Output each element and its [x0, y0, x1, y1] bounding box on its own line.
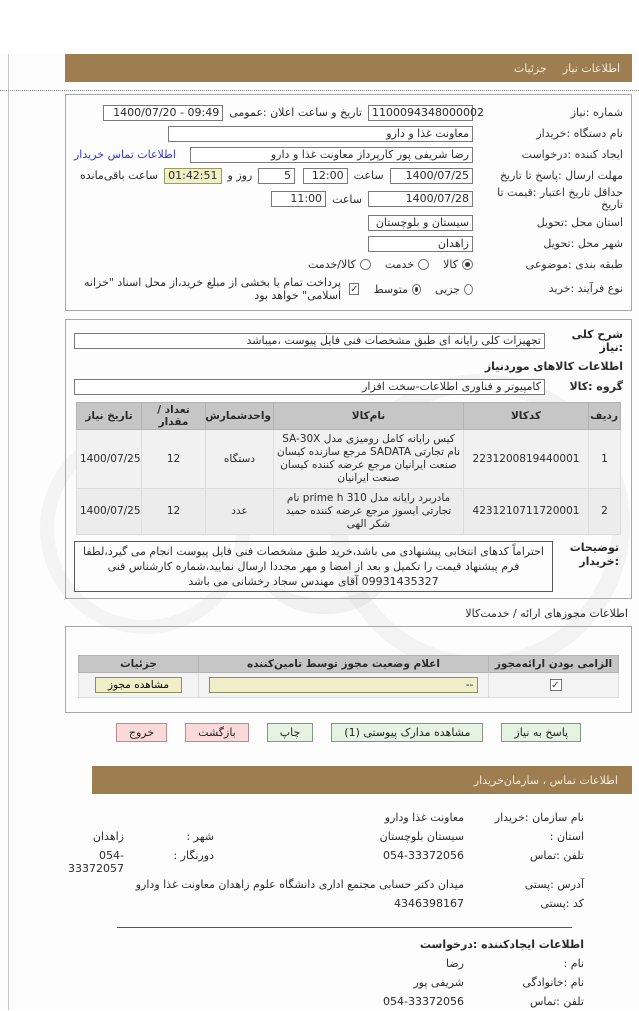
- province-value: سیستان بلوچستان: [379, 830, 464, 843]
- deadline-date-field[interactable]: 1400/07/25: [390, 168, 473, 184]
- buyer-contact-section: [65, 794, 632, 913]
- goods-section-title: اطلاعات کالاهای موردنیاز: [484, 360, 623, 373]
- remaining-hours-label: ساعت باقی‌مانده: [79, 169, 159, 182]
- days-label: روز و: [227, 169, 253, 182]
- license-status-field[interactable]: --: [209, 677, 479, 693]
- goods-panel: [65, 319, 632, 599]
- need-number-label: شماره :نیاز: [570, 105, 623, 119]
- action-buttons: [65, 723, 632, 742]
- license-section-title: اطلاعات مجوزهای ارائه / خدمت‌کالا: [465, 607, 628, 620]
- tab-need-info[interactable]: اطلاعات نیاز: [562, 61, 620, 75]
- request-creator-row: [74, 145, 623, 164]
- need-description-row: [74, 328, 623, 354]
- cell-unit: عدد: [206, 489, 274, 535]
- cell-quantity: 12: [142, 489, 206, 535]
- col-license-details: جزئیات: [79, 656, 199, 673]
- col-item-code: کدکالا: [464, 403, 589, 430]
- creator-first-name-value: رضا: [445, 957, 464, 970]
- response-deadline-label: مهلت ارسال :پاسخ تا تاریخ: [499, 168, 623, 182]
- cell-item-name: کیس رایانه کامل رومیزی مدل SA-30X نام تجارتی SADATA مرجع سازنده کیسان صنعت ایرانیان مرجع عرضه کننده کیسان صنعت ایرانیان: [274, 430, 464, 489]
- need-summary-panel: [65, 94, 632, 311]
- buyer-contact-header-bar: [92, 766, 632, 794]
- price-validity-label: حداقل تاریخ اعتبار :قیمت تا تاریخ: [497, 186, 623, 211]
- cell-need-date: 1400/07/25: [77, 489, 142, 535]
- need-number-row: [74, 103, 623, 122]
- buyer-notes-row: [74, 541, 623, 592]
- buyer-notes-label: توضیحات :خریدار: [569, 541, 619, 568]
- announce-datetime-label: تاریخ و ساعت اعلان :عمومی: [229, 106, 362, 119]
- city-value: زاهدان: [92, 830, 124, 843]
- back-button[interactable]: بازگشت: [185, 723, 249, 742]
- radio-service-label: خدمت: [384, 258, 415, 271]
- radio-medium[interactable]: [412, 284, 421, 295]
- license-required-checkbox[interactable]: [550, 679, 562, 691]
- col-unit: واحدشمارش: [206, 403, 274, 430]
- respond-to-need-button[interactable]: پاسخ به نیاز: [501, 723, 581, 742]
- phone-value: 054-33372056: [383, 849, 464, 862]
- countdown-timer: 01:42:51: [164, 168, 221, 184]
- buyer-org-row: [74, 124, 623, 143]
- radio-minor-label: جزیی: [434, 282, 461, 296]
- license-panel: [65, 626, 632, 713]
- cell-row-number: 1: [589, 430, 621, 489]
- phone-label: تلفن :تماس: [529, 849, 584, 862]
- print-button[interactable]: چاپ: [267, 723, 314, 742]
- col-quantity: تعداد / مقدار: [142, 403, 206, 430]
- goods-group-field[interactable]: کامپیوتر و فناوری اطلاعات-سخت افزار: [74, 379, 545, 395]
- section-divider: [117, 927, 572, 928]
- page-left-border: [8, 54, 9, 1010]
- address-value: میدان دکتر حسابی مجتمع اداری دانشگاه علوم زاهدان معاونت غذا ودارو: [135, 878, 464, 891]
- deadline-time-field[interactable]: 12:00: [303, 168, 348, 184]
- cell-item-name: مادربرد رایانه مدل prime h 310 نام تجارتی ایسوز مرجع عرضه کننده حمید شکر الهی: [274, 489, 464, 535]
- postal-code-value: 4346398167: [394, 897, 464, 910]
- buyer-contact-title: اطلاعات تماس ، سازمان‌خریدار: [473, 773, 618, 787]
- need-description-label: شرح کلی :نیاز: [571, 328, 623, 354]
- col-need-date: تاریخ نیاز: [77, 403, 142, 430]
- creator-phone-label: تلفن :تماس: [529, 995, 584, 1008]
- section-header-bar: [65, 54, 632, 82]
- postal-code-label: کد :پستی: [540, 897, 584, 910]
- col-license-required: الزامی بودن ارائه‌مجوز: [489, 656, 619, 673]
- radio-goods-label: کالا: [443, 258, 458, 271]
- validity-hour-label: ساعت: [332, 192, 362, 206]
- address-label: آدرس :پستی: [524, 878, 584, 891]
- delivery-city-label: شهر محل :تحویل: [543, 236, 623, 250]
- creator-first-name-label: نام :: [563, 957, 584, 970]
- creator-phone-value: 054-33372056: [383, 995, 464, 1008]
- deadline-hour-label: ساعت: [353, 169, 384, 182]
- classification-label: طبقه بندی :موضوعی: [525, 257, 623, 271]
- view-attachments-button[interactable]: مشاهده مدارک پیوستی (1): [331, 723, 483, 742]
- request-creator-label: ایجاد کننده :درخواست: [521, 147, 623, 161]
- exit-button[interactable]: خروج: [116, 723, 167, 742]
- request-creator-field[interactable]: رضا شریفی پور کارپرداز معاونت غذا و دارو: [190, 147, 473, 163]
- license-table-header-row: [79, 656, 619, 673]
- classification-row: [74, 255, 623, 274]
- goods-table-header-row: [77, 403, 621, 430]
- goods-group-row: [74, 377, 623, 396]
- license-table: [78, 655, 619, 698]
- announce-datetime-field[interactable]: 1400/07/20 - 09:49: [103, 105, 223, 121]
- radio-service[interactable]: [418, 259, 429, 270]
- radio-goods[interactable]: [462, 259, 473, 270]
- cell-row-number: 2: [589, 489, 621, 535]
- validity-date-field[interactable]: 1400/07/28: [368, 191, 473, 207]
- creator-info-section: [65, 957, 632, 1011]
- treasury-note-label: پرداخت تمام یا بخشی از مبلغ خرید،از محل اسناد "خزانه اسلامی" خواهد بود: [83, 276, 342, 302]
- need-description-field[interactable]: تجهیزات کلی رایانه ای طبق مشخصات فنی فایل پیوست ،میباشد: [74, 333, 545, 349]
- province-label: استان :: [549, 830, 584, 843]
- cell-quantity: 12: [142, 430, 206, 489]
- cell-item-code: 2231200819440001: [464, 430, 589, 489]
- delivery-city-field[interactable]: زاهدان: [368, 236, 473, 252]
- buyer-notes-field[interactable]: احتراماً کدهای انتخابی پیشنهادی می باشد،خرید طبق مشخصات فنی فایل پیوست انجام می گیرد،لطفا فرم پیشنهاد قیمت را تکمیل و بعد از امضا و مهر مجددا ارسال نمایید،شماره کارشناس فنی 09931435327 آقای مهندس سجاد رخشانی می باشد: [74, 541, 553, 592]
- radio-medium-label: متوسط: [373, 282, 409, 296]
- cell-need-date: 1400/07/25: [77, 430, 142, 489]
- radio-goods-service[interactable]: [360, 259, 371, 270]
- delivery-province-field[interactable]: سیستان و بلوچستان: [368, 215, 473, 231]
- fax-label: دورنگار :: [173, 849, 214, 862]
- org-name-value: معاونت غذا ودارو: [384, 811, 464, 824]
- org-name-label: نام سازمان :خریدار: [494, 811, 584, 824]
- license-row: [79, 673, 619, 698]
- table-row: [77, 430, 621, 489]
- delivery-province-row: [74, 213, 623, 232]
- city-label: شهر :: [186, 830, 214, 843]
- goods-table: [76, 402, 621, 535]
- delivery-city-row: [74, 234, 623, 253]
- buyer-org-label: نام دستگاه :خریدار: [536, 126, 623, 140]
- goods-group-label: گروه :کالا: [569, 380, 623, 393]
- tab-details[interactable]: جزئیات: [513, 61, 547, 75]
- radio-minor[interactable]: [464, 284, 473, 295]
- process-type-label: نوع فرآیند :خرید: [548, 282, 623, 295]
- creator-info-title: اطلاعات ایجادکننده :درخواست: [419, 938, 584, 951]
- col-license-status: اعلام وضعیت مجوز توسط تامین‌کننده: [199, 656, 489, 673]
- col-row-number: ردیف: [589, 403, 621, 430]
- process-type-row: [74, 276, 623, 302]
- view-license-button[interactable]: مشاهده مجوز: [95, 677, 182, 693]
- creator-last-name-label: نام :خانوادگی: [522, 976, 584, 989]
- cell-unit: دستگاه: [206, 430, 274, 489]
- procurement-need-page: [0, 54, 639, 1010]
- buyer-org-field[interactable]: معاونت غذا و دارو: [168, 126, 473, 142]
- treasury-checkbox[interactable]: [349, 283, 359, 295]
- response-deadline-row: [74, 166, 623, 185]
- delivery-province-label: استان محل :تحویل: [536, 215, 623, 229]
- radio-goods-service-label: کالا/خدمت: [308, 258, 356, 271]
- table-row: [77, 489, 621, 535]
- creator-last-name-value: شریفی پور: [413, 976, 464, 989]
- validity-time-field[interactable]: 11:00: [271, 191, 326, 207]
- price-validity-row: [74, 187, 623, 211]
- cell-item-code: 4231210711720001: [464, 489, 589, 535]
- col-item-name: نام‌کالا: [274, 403, 464, 430]
- days-field[interactable]: 5: [258, 168, 295, 184]
- buyer-contact-link[interactable]: اطلاعات تماس خریدار: [74, 148, 176, 161]
- need-number-field[interactable]: 1100094348000002: [368, 105, 473, 121]
- fax-value: 054-33372057: [68, 849, 125, 875]
